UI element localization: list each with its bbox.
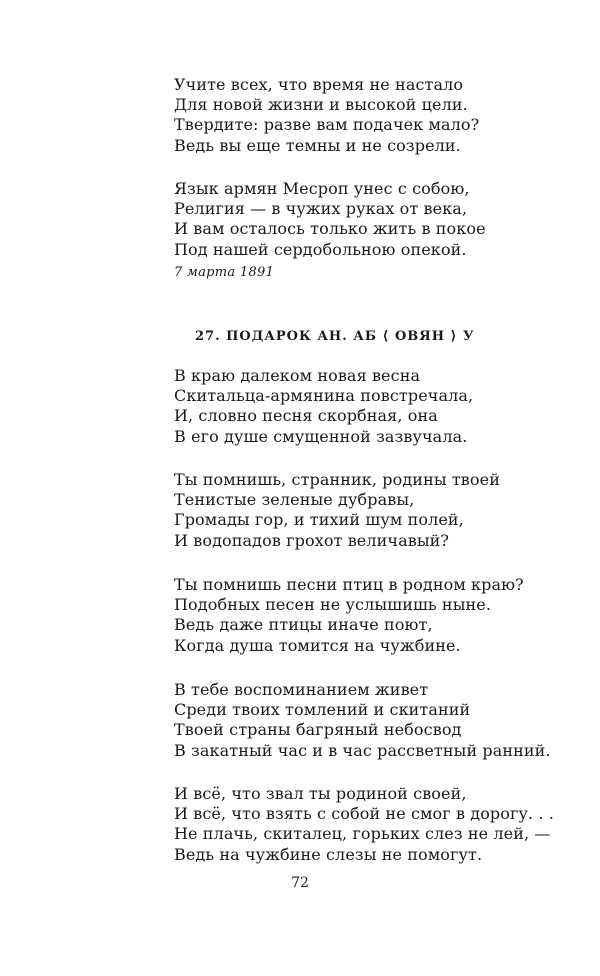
- poem-line: В краю далеком новая весна: [174, 366, 421, 385]
- poem-line: Когда душа томится на чужбине.: [174, 635, 461, 655]
- poem-line: Для новой жизни и высокой цели.: [174, 95, 468, 115]
- poem-line: И водопадов грохот величавый?: [174, 530, 450, 550]
- page-number: 72: [291, 875, 309, 891]
- poem2-stanza-2: [174, 470, 574, 551]
- poem-line: И, словно песня скорбная, она: [174, 406, 438, 426]
- poem-line: Язык армян Месроп унес с собою,: [174, 179, 470, 198]
- poem-line: Ты помнишь песни птиц в родном краю?: [174, 575, 524, 594]
- poem-line: Среди твоих томлений и скитаний: [174, 700, 471, 720]
- poem-line: В его душе смущенной зазвучала.: [174, 426, 468, 446]
- poem-line: Учите всех, что время не настало: [174, 75, 464, 94]
- poem2-stanza-1: [174, 366, 574, 447]
- poem1-stanza-2: [174, 179, 574, 260]
- poem-line: Твоей страны багряный небосвод: [174, 720, 462, 740]
- poem-line: И всё, что звал ты родиной своей,: [174, 784, 467, 803]
- poem2-stanza-4: [174, 680, 574, 761]
- poem-line: Подобных песен не услышишь ныне.: [174, 595, 492, 615]
- poem-line: В закатный час и в час рассветный ранний.: [174, 740, 551, 760]
- poem-line: Ведь на чужбине слезы не помогут.: [174, 844, 483, 864]
- poem1-stanza-1: [174, 75, 574, 156]
- poem-line: И всё, что взять с собой не смог в дорогу. . .: [174, 804, 554, 824]
- poem-line: Ведь вы еще темны и не созрели.: [174, 135, 461, 155]
- poem-line: Твердите: разве вам подачек мало?: [174, 115, 480, 135]
- poem-line: Под нашей сердобольною опекой.: [174, 239, 467, 259]
- poem-line: Громады гор, и тихий шум полей,: [174, 510, 464, 530]
- poem-line: Скитальца-армянина повстречала,: [174, 386, 474, 406]
- poem-date: 7 марта 1891: [174, 265, 275, 280]
- poem-line: Тенистые зеленые дубравы,: [174, 490, 415, 510]
- poem-line: Ты помнишь, странник, родины твоей: [174, 470, 500, 489]
- poem2-stanza-5: [174, 784, 574, 865]
- poem-title: 27. ПОДАРОК АН. АБ ⟨ ОВЯН ⟩ У: [195, 329, 475, 344]
- poem-line: Религия — в чужих руках от века,: [174, 199, 468, 219]
- poem-line: И вам осталось только жить в покое: [174, 219, 486, 239]
- poem-line: Не плачь, скиталец, горьких слез не лей, —: [174, 824, 551, 844]
- poem-line: В тебе воспоминанием живет: [174, 680, 429, 699]
- poem2-stanza-3: [174, 575, 574, 656]
- poem-line: Ведь даже птицы иначе поют,: [174, 615, 433, 635]
